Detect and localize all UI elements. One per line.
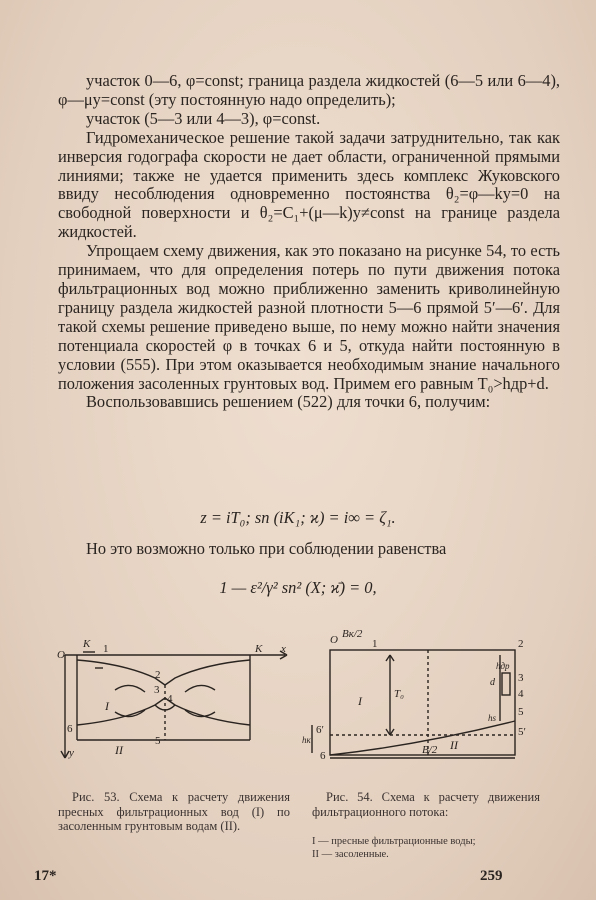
fig53-label-4: 4	[167, 693, 173, 705]
fig53-region-1: I	[105, 699, 109, 713]
fig54-bk2-label: Bк/2	[342, 628, 363, 640]
fig53-y-label: y	[69, 747, 74, 759]
fig54-d-label: d	[490, 677, 495, 688]
fig54-caption: Рис. 54. Схема к расчету движения фильтрационного потока:	[312, 790, 540, 819]
fig54-label-2: 2	[518, 638, 524, 650]
figure-53	[55, 630, 300, 765]
fig54-legend-item-1: I — пресные фильтрационные воды;	[312, 836, 476, 847]
fig54-label-1: 1	[372, 638, 378, 650]
page-number: 259	[480, 868, 503, 884]
fig54-hs-label: hs	[488, 713, 497, 723]
fig54-label-3: 3	[518, 672, 524, 684]
fig53-x-label: x	[281, 643, 286, 655]
fig53-label-6: 6	[67, 723, 73, 735]
formula-2: 1 — ε²/γ² sn² (X; ϰ̄) = 0,	[219, 578, 377, 597]
fig54-legend-item-2: II — засоленные.	[312, 848, 389, 860]
paragraph-5: Воспользовавшись решением (522) для точки 6, получим:	[86, 392, 491, 412]
fig53-label-2: 2	[155, 669, 161, 681]
fig53-label-3: 3	[154, 684, 160, 696]
paragraph-2: участок (5—3 или 4—3), φ=const.	[86, 108, 321, 128]
paragraph-3: Гидромеханическое решение такой задачи затруднительно, так как инверсия годографа скорости не дает области, ограниченной прямыми линиями; также не удается применить здесь комплекс Жуковского ввиду несоблюдения одновременно постоянства θ₂=φ—ky=0 на свободной поверхности и θ₂=C₁+(μ—k)y≠const на границе раздела жидкостей.	[58, 127, 560, 242]
signature-mark: 17*	[34, 868, 57, 884]
fig53-label-5: 5	[155, 735, 161, 747]
formula-1: z = iT₀; sn (iK₁; ϰ) = i∞ = ζ₁.	[200, 508, 396, 527]
fig54-legend	[312, 836, 540, 861]
fig54-o-label: O	[330, 634, 338, 646]
body-text	[58, 72, 560, 412]
fig54-b2-label: B/2	[422, 744, 438, 756]
paragraph-6: Но это возможно только при соблюдении равенства	[86, 539, 447, 558]
fig54-label-5: 5	[518, 706, 524, 718]
fig53-k-right: K	[255, 643, 263, 655]
fig54-label-6p: 6′	[316, 724, 324, 736]
paragraph-1: участок 0—6, φ=const; граница раздела жидкостей (6—5 или 6—4), φ—μy=const (эту постоянную надо определить);	[58, 71, 560, 109]
paragraph-6-wrap	[58, 540, 560, 559]
fig53-caption: Рис. 53. Схема к расчету движения пресных фильтрационных вод (I) по засоленным грунтовым водам (II).	[58, 790, 290, 833]
fig53-label-1: 1	[103, 643, 109, 655]
fig54-label-5p: 5′	[518, 726, 526, 738]
fig54-hdr-label: hдр	[496, 661, 510, 671]
fig54-hk-label: hк	[302, 735, 311, 745]
fig54-label-4: 4	[518, 688, 524, 700]
paragraph-4: Упрощаем схему движения, как это показано на рисунке 54, то есть принимаем, что для определения потерь по пути движения потока фильтрационных вод можно приближенно заменить криволинейную границу раздела жидкостей разной плотности 5—6 прямой 5′—6′. Для такой схемы решение приведено выше, по нему можно найти значения потенциала скоростей φ в точках 6 и 5, откуда найти постоянную в условии (555). При этом оказывается необходимым знание начального положения засоленных грунтовых вод. Примем его равным T₀>hдр+d.	[58, 241, 560, 393]
fig53-o-label: O	[57, 649, 65, 661]
figure-54	[300, 625, 545, 765]
fig54-region-2: II	[450, 738, 458, 752]
fig54-region-1: I	[358, 694, 362, 708]
fig54-label-6: 6	[320, 750, 326, 762]
fig54-t0-label: T₀	[394, 688, 404, 700]
fig53-region-2: II	[115, 743, 123, 757]
fig53-k-left: K	[83, 638, 91, 650]
